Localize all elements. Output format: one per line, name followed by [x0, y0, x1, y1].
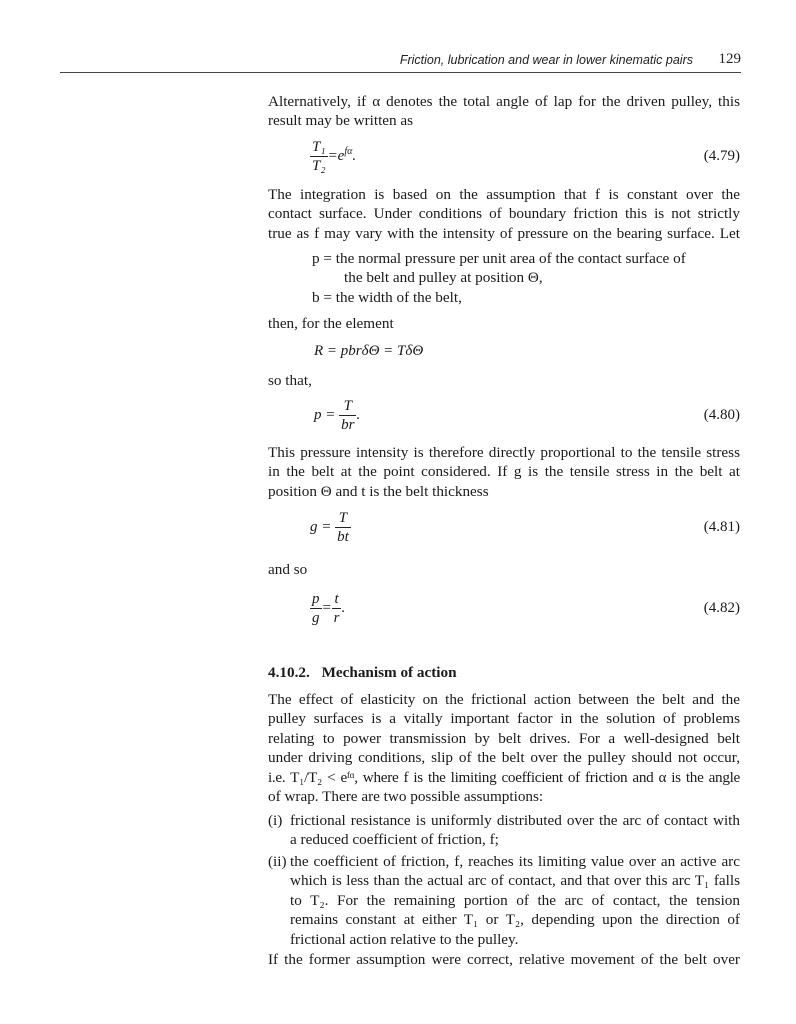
definition-p: p = the normal pressure per unit area of the contact surface of the belt and pulley at position Θ, b = the width of the belt, [312, 249, 728, 307]
section-title: Mechanism of action [321, 664, 457, 681]
page-header [60, 50, 741, 73]
paragraph-former-assumption: If the former assumption were correct, relative movement of the belt over [268, 951, 740, 968]
text-so-that: so that, [268, 372, 312, 389]
paragraph-pressure-intensity: This pressure intensity is therefore directly proportional to the tensile stress in the belt at the point considered. If g is the tensile stress in the belt at position Θ and t is the belt thickness [268, 444, 740, 500]
equation-label-4-81: (4.81) [703, 519, 740, 535]
text-and-so: and so [268, 561, 308, 578]
running-title: Friction, lubrication and wear in lower kinematic pairs [399, 53, 693, 67]
section-heading [268, 664, 457, 682]
paragraph-integration: The integration is based on the assumption that f is constant over the contact surface. Under conditions of boundary friction this is not strictly true as f may vary with the intensity of pressure on the bearing surface. Let [268, 186, 740, 242]
text-then: then, for the element [268, 315, 394, 332]
equation-element: R = pbrδΘ = TδΘ [314, 343, 424, 359]
equation-4-80: p = $\frac{T}{br}$ . [314, 398, 361, 433]
equation-4-81: g = $\frac{T}{bt}$ [310, 510, 349, 545]
paragraph-alternatively: Alternatively, if α denotes the total angle of lap for the driven pulley, this result may be written as [268, 93, 740, 130]
list-item-ii: (ii) the coefficient of friction, f, reaches its limiting value over an active arc which is less than the actual arc of contact, and that over this arc T₁ falls to T₂. For the remaining portion of the arc of contact, the tension remains constant at either T₁ or T₂, depending upon the direction of frictional action relative to the pulley. [268, 853, 740, 948]
definition-b: b = the width of the belt, [312, 288, 462, 306]
page-number: 129 [718, 51, 741, 67]
equation-label-4-82: (4.82) [703, 600, 740, 616]
equation-4-82: $\frac{p}{g}$ = $\frac{t}{r}$ . [312, 591, 346, 626]
section-number: 4.10.2. [268, 664, 310, 681]
list-item-i: (i) frictional resistance is uniformly distributed over the arc of contact with a reduced coefficient of friction, f; [268, 812, 740, 849]
equation-label-4-80: (4.80) [703, 407, 740, 423]
equation-label-4-79: (4.79) [703, 148, 740, 164]
paragraph-effect-of-elasticity: The effect of elasticity on the frictional action between the belt and the pulley surfaces is a vitally important factor in the solution of problems relating to power transmission by belt drives. For a well-designed belt under driving conditions, slip of the belt over the pulley should not occur, i.e. T₁/T₂ < eᶠᵅ, where f is the limiting coefficient of friction and α is the angle of wrap. There are two possible assumptions: [268, 691, 740, 806]
equation-4-79: $\frac{\text{T₁}}{\text{T₂}}$ $=e^{f\alpha}$. [312, 139, 357, 174]
